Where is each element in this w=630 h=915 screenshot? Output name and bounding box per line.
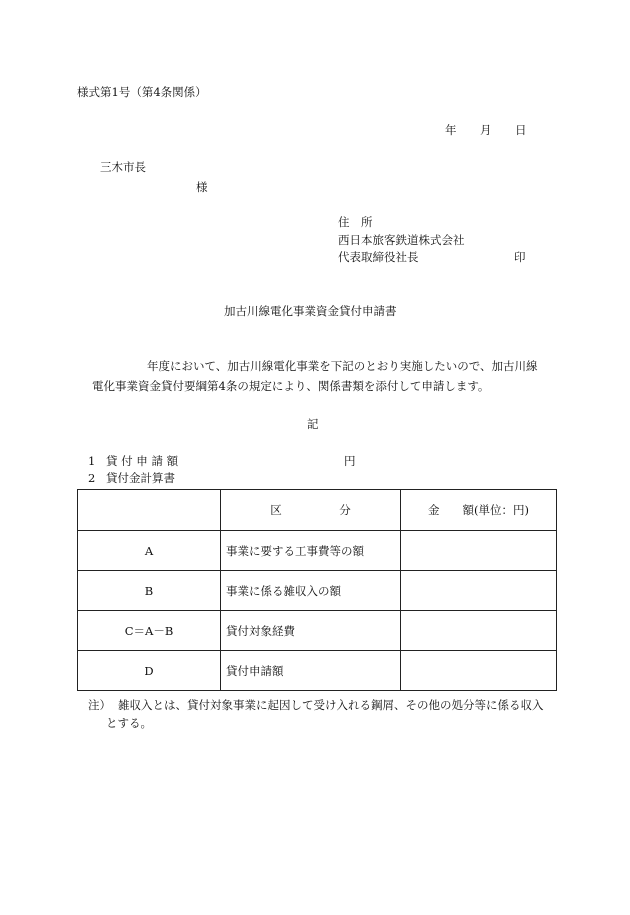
item1-number: 1	[88, 454, 96, 468]
ki-heading: 記	[307, 417, 319, 431]
row-label: B	[78, 571, 221, 611]
row-amount	[401, 611, 557, 651]
body-line-2: 電化事業資金貸付要綱第4条の規定により、関係書類を添付して申請します。	[92, 379, 490, 393]
header-blank-cell	[78, 490, 221, 531]
row-amount	[401, 531, 557, 571]
table-row	[78, 651, 557, 691]
row-amount	[401, 571, 557, 611]
table-row	[78, 531, 557, 571]
addressee-name: 三木市長	[100, 160, 146, 174]
applicant-company: 西日本旅客鉄道株式会社	[338, 233, 465, 247]
date-day: 日	[515, 123, 527, 137]
row-item: 貸付対象経費	[221, 611, 401, 651]
item2-label: 貸付金計算書	[106, 471, 175, 485]
row-label: C＝A－B	[78, 611, 221, 651]
addressee-honorific: 様	[196, 180, 208, 194]
date-year: 年	[445, 123, 457, 137]
table-row	[78, 571, 557, 611]
seal-mark: 印	[514, 250, 526, 264]
loan-calculation-table	[77, 489, 557, 691]
document-title: 加古川線電化事業資金貸付申請書	[224, 304, 397, 318]
applicant-representative: 代表取締役社長	[338, 250, 419, 264]
date-month: 月	[480, 123, 492, 137]
table-row	[78, 611, 557, 651]
row-amount	[401, 651, 557, 691]
header-category: 区 分	[221, 490, 401, 531]
row-label: A	[78, 531, 221, 571]
row-item: 貸付申請額	[221, 651, 401, 691]
header-amount: 金 額(単位：円)	[401, 490, 557, 531]
row-item: 事業に要する工事費等の額	[221, 531, 401, 571]
body-line-1: 年度において、加古川線電化事業を下記のとおり実施したいので、加古川線	[147, 359, 538, 373]
row-item: 事業に係る雑収入の額	[221, 571, 401, 611]
item2-number: 2	[88, 471, 96, 485]
item1-unit: 円	[344, 454, 356, 468]
row-label: D	[78, 651, 221, 691]
applicant-address-label: 住 所	[338, 215, 373, 229]
form-number: 様式第1号（第4条関係）	[77, 85, 207, 99]
note-marker: 注）	[88, 698, 111, 712]
note-line-2: とする。	[106, 716, 152, 730]
item1-label: 貸 付 申 請 額	[106, 454, 179, 468]
table-header-row	[78, 490, 557, 531]
note-line-1: 雑収入とは、貸付対象事業に起因して受け入れる鋼屑、その他の処分等に係る収入	[118, 698, 544, 712]
